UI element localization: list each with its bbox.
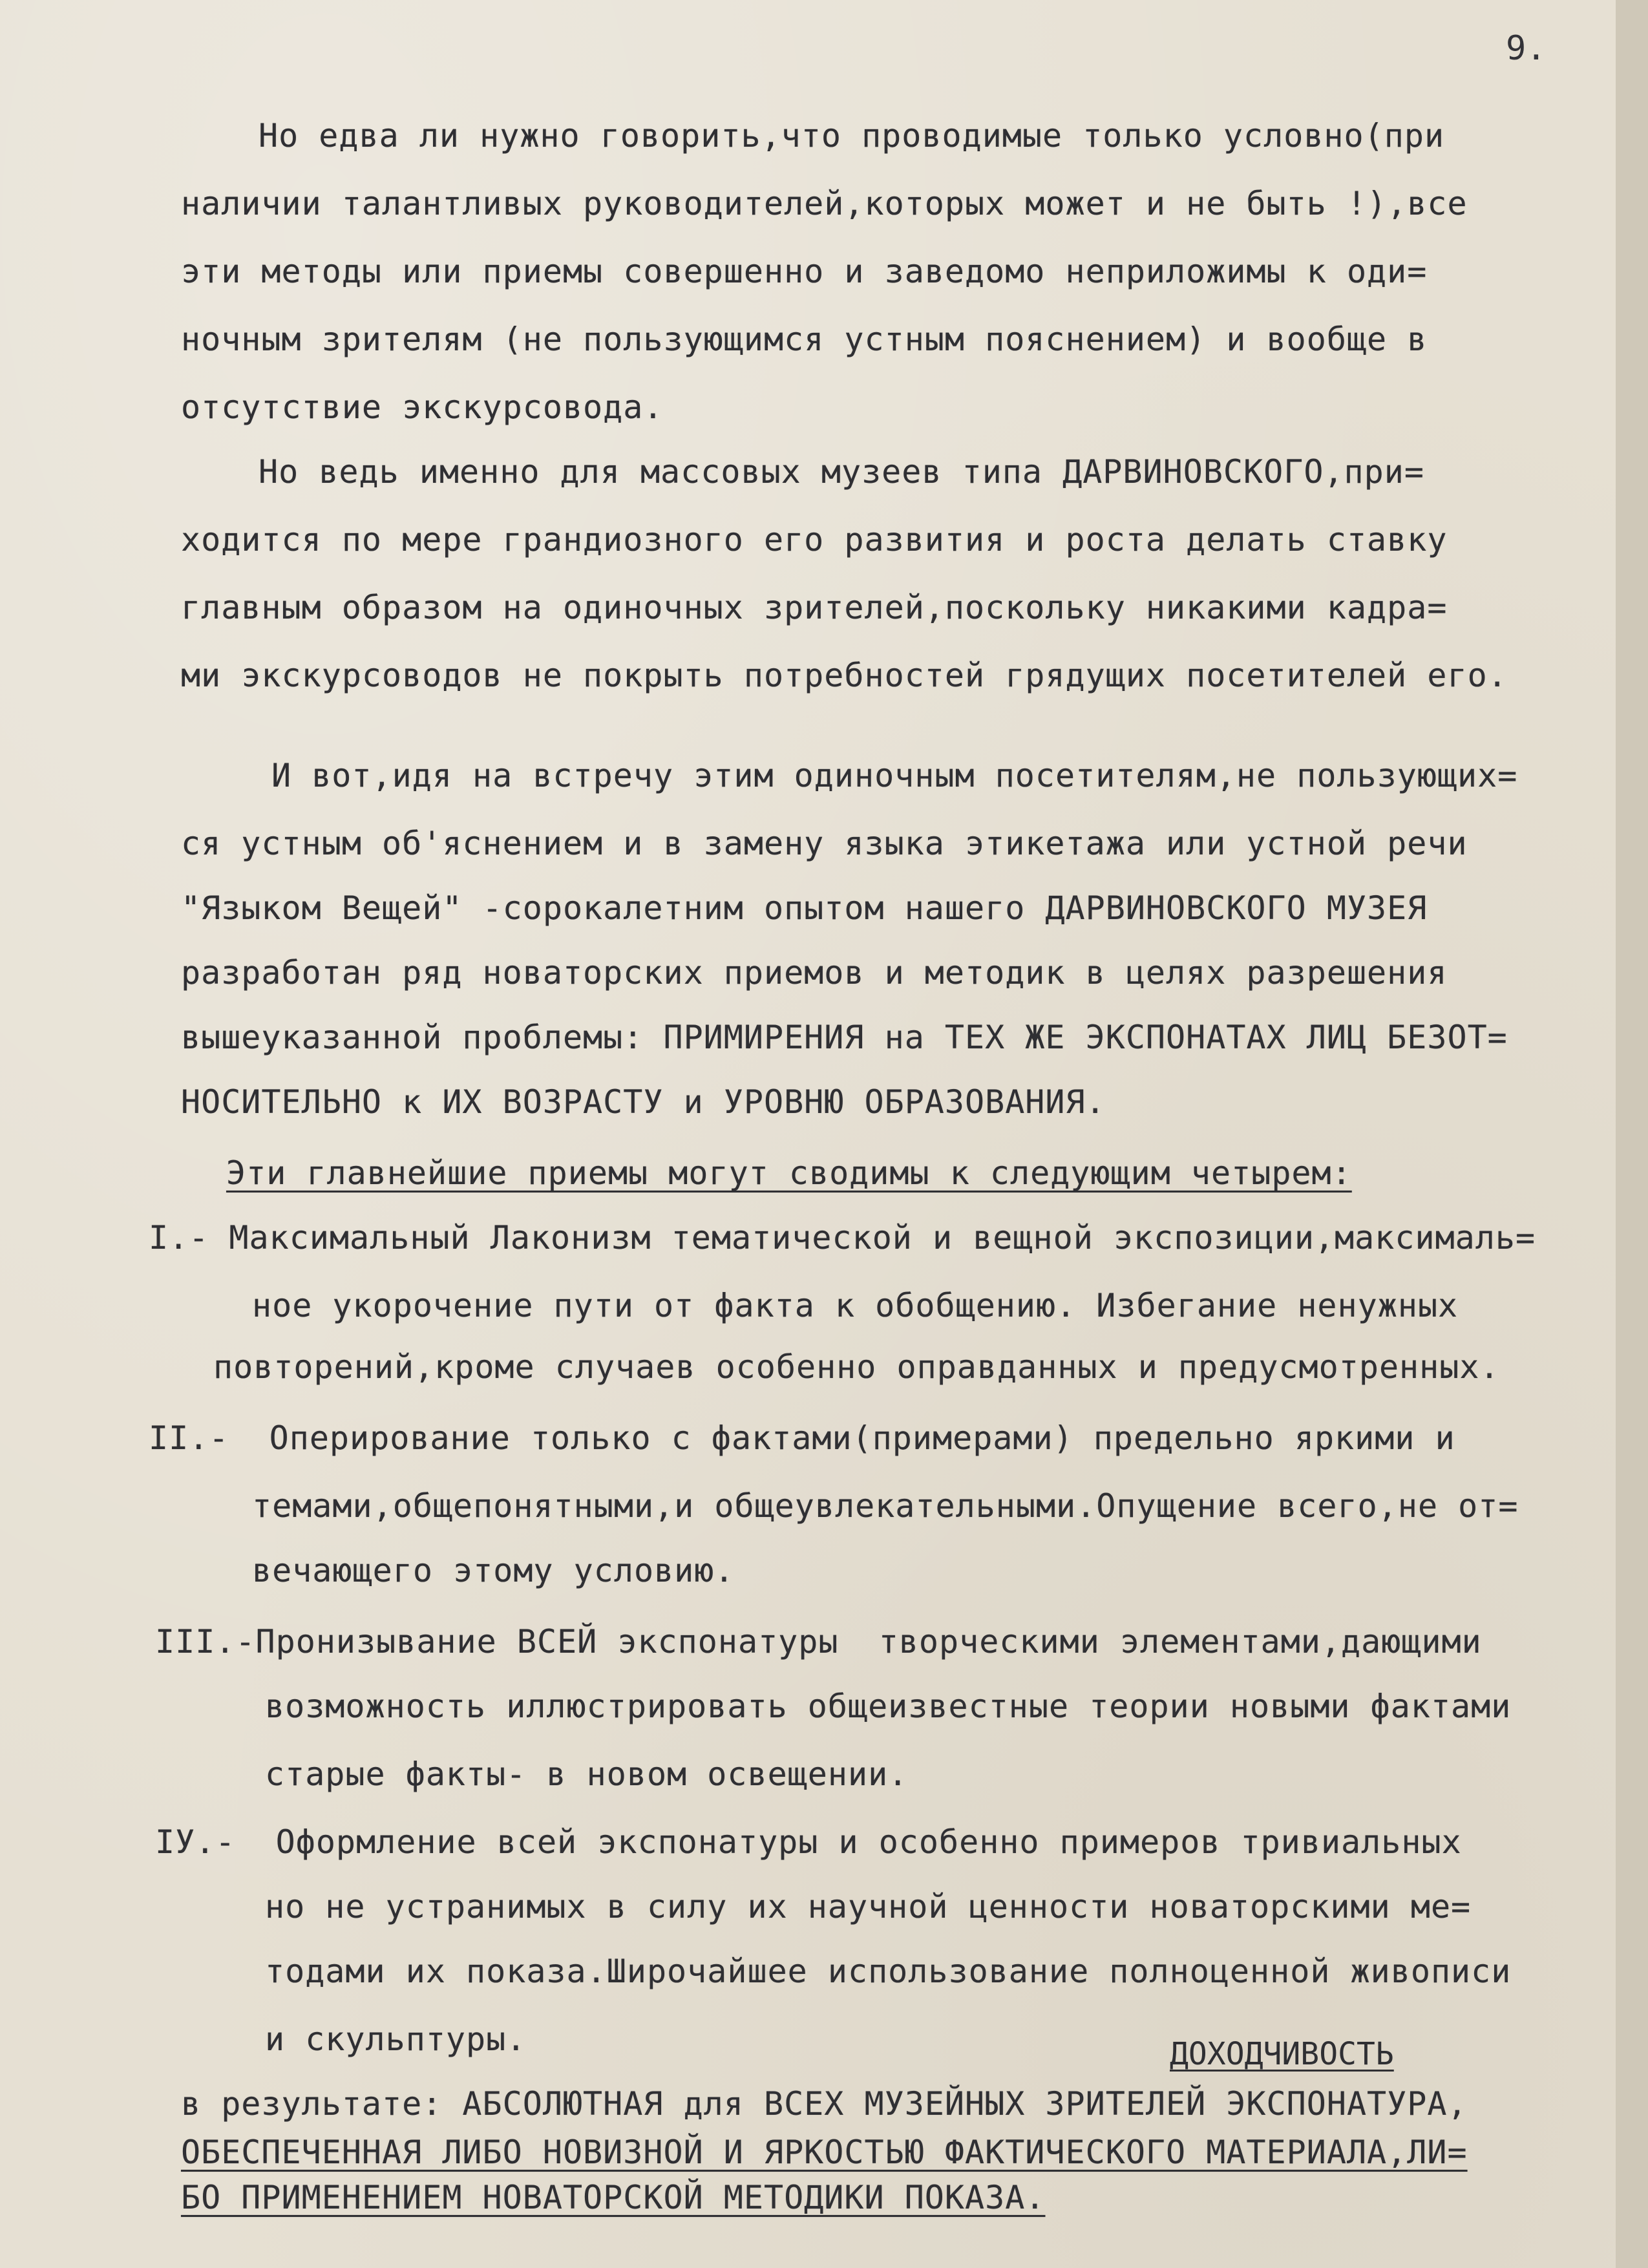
text-line-27: но не устранимых в силу их научной ценности новаторскими ме= <box>265 1888 1472 1925</box>
text-line-28: тодами их показа.Широчайшее использование полноценной живописи <box>265 1953 1512 1990</box>
conclusion-line-1: в результате: АБСОЛЮТНАЯ для ВСЕХ МУЗЕЙНЫХ ЗРИТЕЛЕЙ ЭКСПОНАТУРА, <box>181 2085 1468 2123</box>
text-line-9: ми экскурсоводов не покрыть потребностей грядущих посетителей его. <box>181 657 1508 694</box>
text-line-17: I.- Максимальный Лаконизм тематической и вещной экспозиции,максималь= <box>149 1219 1536 1256</box>
text-line-25: старые факты- в новом освещении. <box>265 1755 909 1793</box>
text-line-19: повторений,кроме случаев особенно оправданных и предусмотренных. <box>213 1348 1500 1386</box>
text-line-7: ходится по мере грандиозного его развития и роста делать ставку <box>181 521 1448 558</box>
text-line-2: наличии талантливых руководителей,которых может и не быть !),все <box>181 185 1468 222</box>
text-line-23: III.-Пронизывание ВСЕЙ экспонатуры творческими элементами,дающими <box>155 1623 1482 1660</box>
page-number: 9. <box>1506 29 1547 68</box>
text-line-3: эти методы или приемы совершенно и заведомо неприложимы к оди= <box>181 253 1428 290</box>
text-line-5: отсутствие экскурсовода. <box>181 388 664 426</box>
text-line-13: разработан ряд новаторских приемов и методик в целях разрешения <box>181 954 1448 991</box>
page-edge <box>1616 0 1648 2268</box>
text-line-8: главным образом на одиночных зрителей,поскольку никакими кадра= <box>181 589 1448 626</box>
text-line-15: НОСИТЕЛЬНО к ИХ ВОЗРАСТУ и УРОВНЮ ОБРАЗОВАНИЯ. <box>181 1083 1106 1121</box>
text-line-26: IУ.- Оформление всей экспонатуры и особенно примеров тривиальных <box>155 1823 1462 1861</box>
conclusion-line-3: БО ПРИМЕНЕНИЕМ НОВАТОРСКОЙ МЕТОДИКИ ПОКАЗА. <box>181 2179 1046 2216</box>
text-line-1: Но едва ли нужно говорить,что проводимые только условно(при <box>259 117 1445 154</box>
text-line-12: "Языком Вещей" -сорокалетним опытом нашего ДАРВИНОВСКОГО МУЗЕЯ <box>181 889 1428 927</box>
conclusion-line-2: ОБЕСПЕЧЕННАЯ ЛИБО НОВИЗНОЙ И ЯРКОСТЬЮ ФАКТИЧЕСКОГО МАТЕРИАЛА,ЛИ= <box>181 2134 1468 2171</box>
text-line-18: ное укорочение пути от факта к обобщению. Избегание ненужных <box>252 1287 1459 1324</box>
text-line-24: возможность иллюстрировать общеизвестные теории новыми фактами <box>265 1688 1512 1725</box>
text-line-10: И вот,идя на встречу этим одиночным посетителям,не пользующих= <box>271 757 1518 794</box>
text-line-21: темами,общепонятными,и общеувлекательными.Опущение всего,не от= <box>252 1487 1519 1525</box>
section-heading: Эти главнейшие приемы могут сводимы к следующим четырем: <box>226 1154 1352 1192</box>
text-line-22: вечающего этому условию. <box>252 1552 735 1589</box>
text-line-6: Но ведь именно для массовых музеев типа ДАРВИНОВСКОГО,при= <box>259 453 1424 491</box>
text-line-4: ночным зрителям (не пользующимся устным пояснением) и вообще в <box>181 321 1428 358</box>
text-line-29: и скульптуры. <box>265 2020 527 2058</box>
text-line-11: ся устным об'яснением и в замену языка этикетажа или устной речи <box>181 825 1468 862</box>
text-line-14: вышеуказанной проблемы: ПРИМИРЕНИЯ на ТЕХ ЖЕ ЭКСПОНАТАХ ЛИЦ БЕЗОТ= <box>181 1019 1508 1056</box>
text-line-20: II.- Оперирование только с фактами(примерами) предельно яркими и <box>149 1419 1455 1457</box>
inserted-word: ДОХОДЧИВОСТЬ <box>1170 2036 1394 2072</box>
